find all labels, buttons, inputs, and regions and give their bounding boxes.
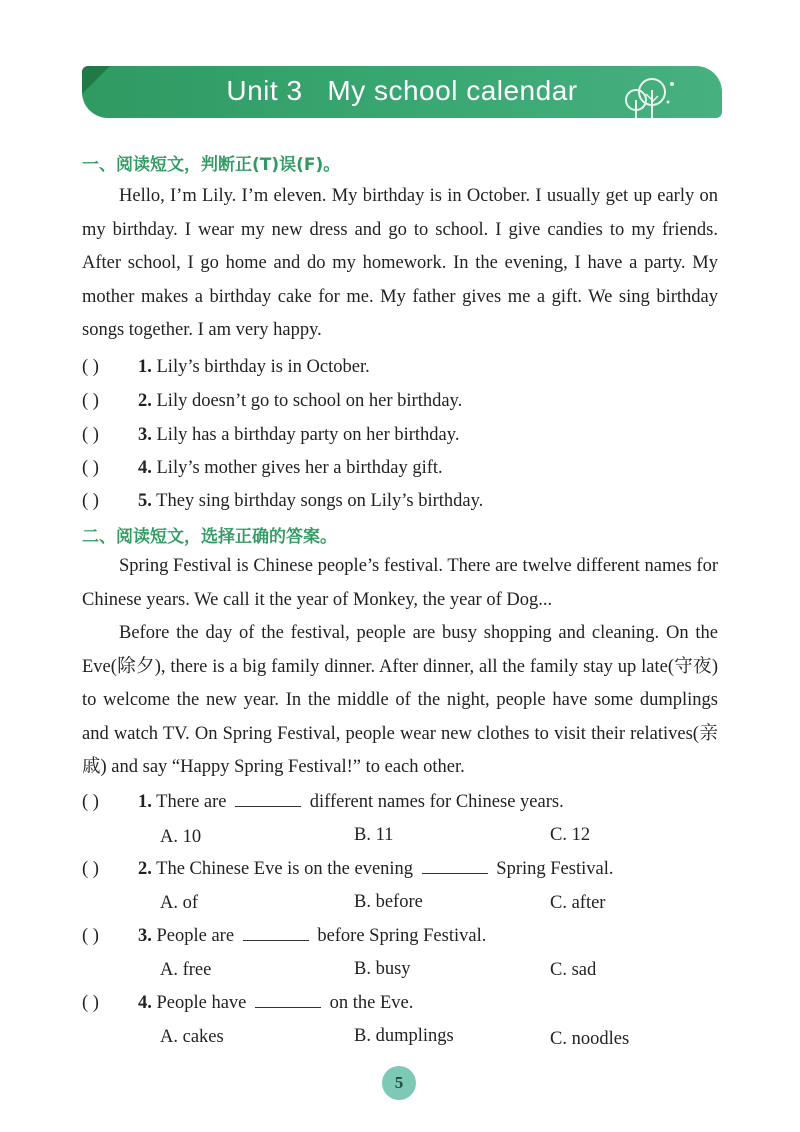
option-c[interactable]: C. noodles — [550, 1029, 630, 1049]
option-b[interactable]: B. 11 — [354, 825, 394, 845]
tf-question-3 — [82, 422, 459, 448]
option-c[interactable]: C. 12 — [550, 825, 591, 845]
answer-paren[interactable]: ( ) — [82, 391, 99, 411]
trees-decoration-icon — [622, 72, 682, 118]
section-2-paragraph-2 — [82, 617, 718, 785]
passage-text: Hello, I’m Lily. I’m eleven. My birthday is in October. I usually get up early on my birthday. I wear my new dress and go to school. I give candies to my friends. After school, I go home and do my homework. In the evening, I have a party. My mother makes a birthday cake for me. My father gives me a gift. We sing birthday songs together. I am very happy. — [82, 186, 718, 341]
answer-blank[interactable] — [243, 924, 309, 941]
tf-question-2 — [82, 388, 462, 414]
answer-paren[interactable]: ( ) — [82, 792, 99, 812]
answer-blank[interactable] — [255, 991, 321, 1008]
option-c[interactable]: C. after — [550, 893, 606, 913]
answer-paren[interactable]: ( ) — [82, 458, 99, 478]
question-number: 1. — [138, 792, 152, 812]
option-b[interactable]: B. dumplings — [354, 1026, 454, 1046]
option-a[interactable]: A. cakes — [160, 1027, 224, 1047]
question-text: They sing birthday songs on Lily’s birthday. — [151, 491, 484, 511]
question-number: 1. — [138, 357, 152, 377]
unit-title-banner — [82, 66, 722, 118]
answer-paren[interactable]: ( ) — [82, 993, 99, 1013]
page-number: 5 — [382, 1066, 416, 1100]
answer-blank[interactable] — [235, 790, 301, 807]
mc-question-1 — [82, 789, 564, 815]
question-text-before: People are — [151, 926, 239, 946]
mc-question-4 — [82, 990, 413, 1016]
question-text-before: The Chinese Eve is on the evening — [151, 859, 418, 879]
question-number: 4. — [138, 993, 152, 1013]
option-c[interactable]: C. sad — [550, 960, 597, 980]
question-number: 4. — [138, 458, 152, 478]
option-b[interactable]: B. busy — [354, 959, 411, 979]
tf-question-4 — [82, 455, 443, 481]
section-2-paragraph-1 — [82, 550, 718, 617]
answer-paren[interactable]: ( ) — [82, 859, 99, 879]
question-text: Lily’s birthday is in October. — [151, 357, 370, 377]
page-title: Unit 3 My school calendar — [226, 75, 578, 106]
question-text: Lily has a birthday party on her birthday. — [151, 425, 460, 445]
answer-paren[interactable]: ( ) — [82, 926, 99, 946]
answer-paren[interactable]: ( ) — [82, 491, 99, 511]
question-text-after: on the Eve. — [325, 993, 414, 1013]
question-text-after: Spring Festival. — [491, 859, 614, 879]
paragraph-text: Spring Festival is Chinese people’s festival. There are twelve different names for Chinese years. We call it the year of Monkey, the year of Dog... — [82, 556, 718, 610]
answer-paren[interactable]: ( ) — [82, 357, 99, 377]
option-a[interactable]: A. of — [160, 893, 199, 913]
mc-question-3 — [82, 923, 486, 949]
question-number: 3. — [138, 926, 152, 946]
mc-question-2 — [82, 856, 613, 882]
answer-blank[interactable] — [422, 857, 488, 874]
question-number: 2. — [138, 391, 152, 411]
tf-question-5 — [82, 488, 483, 514]
section-1-passage — [82, 180, 718, 348]
option-a[interactable]: A. 10 — [160, 827, 202, 847]
question-text: Lily’s mother gives her a birthday gift. — [151, 458, 443, 478]
question-text-after: before Spring Festival. — [312, 926, 487, 946]
question-text-before: There are — [151, 792, 232, 812]
question-number: 2. — [138, 859, 152, 879]
section-1-heading: 一、阅读短文，判断正(T)误(F)。 — [82, 155, 341, 175]
option-a[interactable]: A. free — [160, 960, 212, 980]
question-text: Lily doesn’t go to school on her birthday. — [151, 391, 463, 411]
question-number: 3. — [138, 425, 152, 445]
option-b[interactable]: B. before — [354, 892, 423, 912]
paragraph-text: Before the day of the festival, people are busy shopping and cleaning. On the Eve(除夕), there is a big family dinner. After dinner, all the family stay up late(守夜) to welcome the new year. In the middle of the night, people have some dumplings and watch TV. On Spring Festival, people wear new clothes to visit their relatives(亲戚) and say “Happy Spring Festival!” to each other. — [82, 623, 718, 778]
answer-paren[interactable]: ( ) — [82, 425, 99, 445]
question-text-before: People have — [151, 993, 252, 1013]
question-text-after: different names for Chinese years. — [305, 792, 564, 812]
section-2-heading: 二、阅读短文，选择正确的答案。 — [82, 527, 337, 547]
question-number: 5. — [138, 491, 152, 511]
tf-question-1 — [82, 354, 370, 380]
